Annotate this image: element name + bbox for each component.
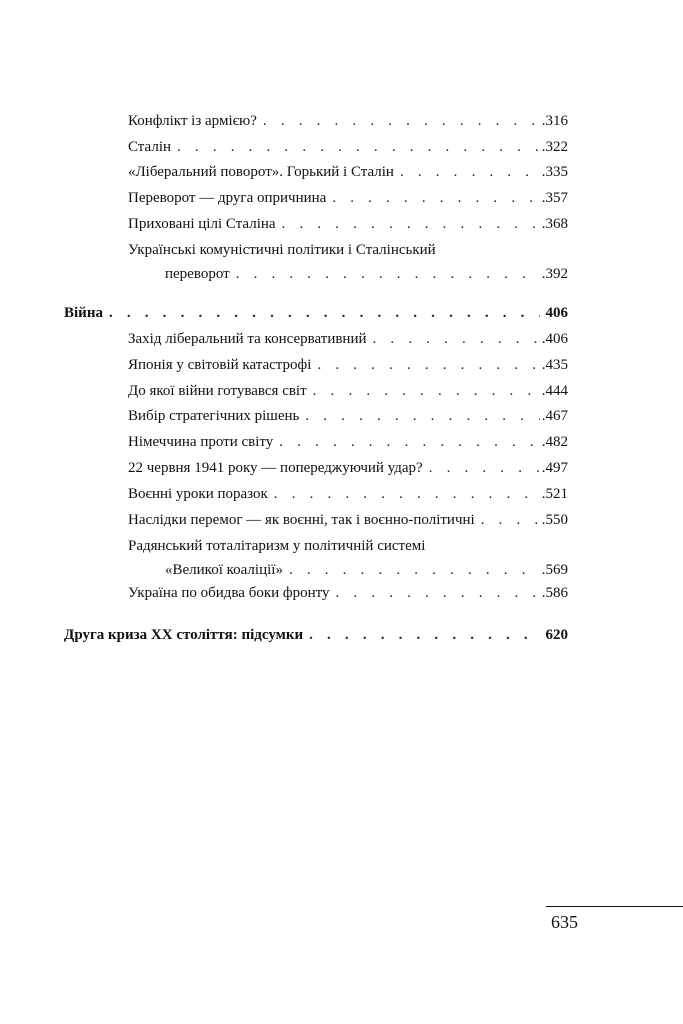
toc-entry	[128, 356, 568, 375]
toc-entry-page: .444	[541, 383, 568, 399]
toc-entry	[128, 485, 568, 504]
toc-entry-title: Захід ліберальний та консервативний	[128, 331, 367, 347]
dot-leader	[177, 138, 540, 157]
dot-leader	[279, 433, 539, 452]
toc-entry-page: .550	[541, 512, 568, 528]
dot-leader	[309, 626, 539, 645]
toc-entry	[128, 433, 568, 452]
toc-entry-title: До якої війни готувався світ	[128, 383, 307, 399]
footer-rule	[546, 906, 683, 907]
toc-section-title: Війна	[64, 305, 103, 321]
toc-section-title: Друга криза XX століття: підсумки	[64, 627, 304, 643]
toc-entry-title-line2: переворот	[165, 266, 230, 282]
dot-leader	[282, 215, 540, 234]
toc-entry	[128, 459, 568, 478]
dot-leader	[400, 163, 540, 182]
toc-entry-page: .392	[541, 266, 568, 282]
toc-entry	[128, 330, 568, 349]
toc-entry-page: .368	[541, 216, 568, 232]
toc-entry-title: Вибір стратегічних рішень	[128, 408, 300, 424]
toc-entry-page: .586	[541, 585, 568, 601]
toc-entry-title: Україна по обидва боки фронту	[128, 585, 330, 601]
dot-leader	[336, 584, 540, 603]
toc-section-page: 406	[545, 305, 568, 321]
toc-entry	[128, 407, 568, 426]
toc-entry-title: Японія у світовій катастрофі	[128, 357, 312, 373]
dot-leader	[313, 382, 540, 401]
toc-entry-title-line2-row	[128, 561, 568, 580]
dot-leader	[332, 189, 539, 208]
toc-entry-title-line2: «Великої коаліції»	[165, 562, 283, 578]
toc-entry-title: Німеччина проти світу	[128, 434, 274, 450]
toc-entry-title: 22 червня 1941 року — попереджуючий удар?	[128, 460, 423, 476]
toc-entry-title-line1: Радянський тоталітаризм у політичній системі	[128, 538, 426, 554]
toc-entry-title-line1: Українські комуністичні політики і Сталінський	[128, 242, 436, 258]
toc-entry-page: .569	[541, 562, 568, 578]
toc-entry-title: Приховані цілі Сталіна	[128, 216, 276, 232]
toc-entry-page: .521	[541, 486, 568, 502]
page-number: 635	[551, 912, 578, 932]
dot-leader	[236, 265, 540, 284]
toc-entry-title: Сталін	[128, 139, 172, 155]
toc-entry-title: Конфлікт із армією?	[128, 113, 257, 129]
toc-section-war	[64, 304, 568, 323]
toc-entry-page: .482	[541, 434, 568, 450]
toc-entry	[128, 112, 568, 131]
toc-entry-title: Переворот — друга опричнина	[128, 190, 327, 206]
toc-entry	[128, 138, 568, 157]
dot-leader	[373, 330, 540, 349]
toc-entry	[128, 163, 568, 182]
toc-entry	[128, 584, 568, 603]
toc-entry-title: Воєнні уроки поразок	[128, 486, 268, 502]
dot-leader	[481, 511, 540, 530]
toc-entry-page: .357	[541, 190, 568, 206]
toc-entry-page: .322	[541, 139, 568, 155]
toc-section-page: 620	[545, 627, 568, 643]
dot-leader	[109, 304, 540, 323]
toc-entry-title: Наслідки перемог — як воєнні, так і воєнно-політичні	[128, 512, 475, 528]
toc-entry	[128, 511, 568, 530]
toc-entry-page: .435	[541, 357, 568, 373]
toc-entry-page: .497	[541, 460, 568, 476]
toc-entry	[128, 215, 568, 234]
dot-leader	[274, 485, 540, 504]
toc-entry-page: .406	[541, 331, 568, 347]
toc-entry	[128, 382, 568, 401]
toc-entry-title-line2-row	[128, 265, 568, 284]
dot-leader	[305, 407, 539, 426]
toc-entry-page: .467	[541, 408, 568, 424]
dot-leader	[317, 356, 539, 375]
toc-entry-multiline	[128, 537, 568, 580]
dot-leader	[263, 112, 540, 131]
toc-section-summary	[64, 626, 568, 645]
toc-entry	[128, 189, 568, 208]
toc-entry-page: .335	[541, 164, 568, 180]
dot-leader	[289, 561, 540, 580]
dot-leader	[429, 459, 540, 478]
toc-entry-page: .316	[541, 113, 568, 129]
toc-entry-multiline	[128, 241, 568, 284]
toc-entry-title: «Ліберальний поворот». Горький і Сталін	[128, 164, 394, 180]
